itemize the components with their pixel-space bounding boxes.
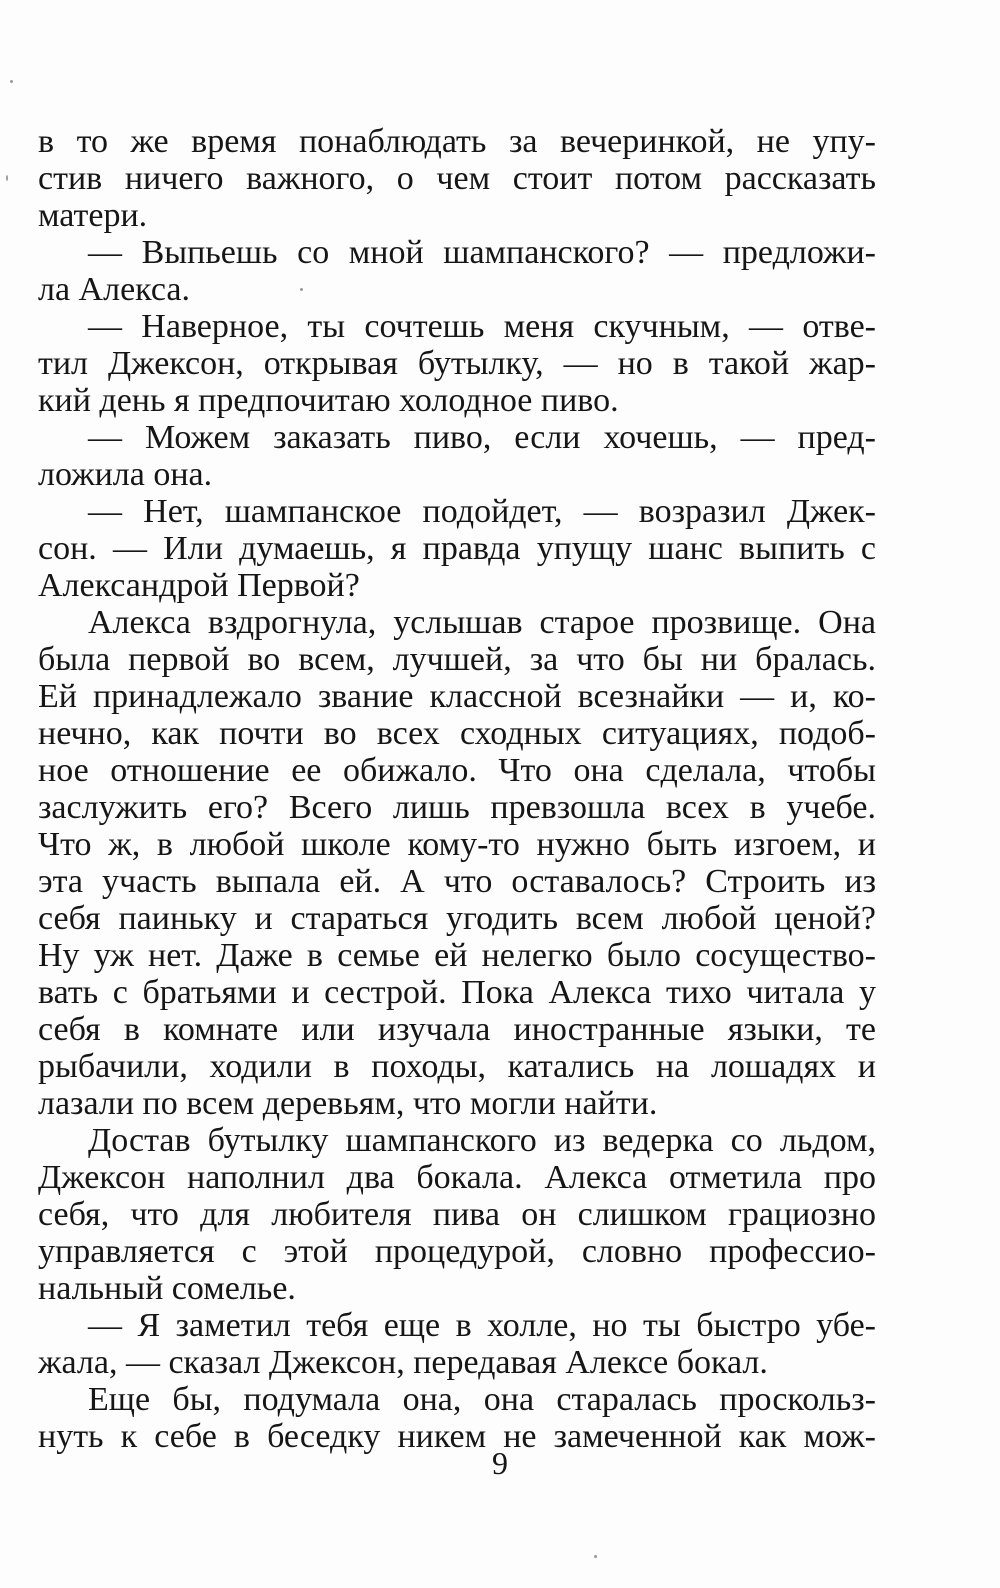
text-line: кий день я предпочитаю холодное пиво. (38, 382, 619, 419)
text-line: — Наверное, ты сочтешь меня скучным, — отве- (88, 308, 876, 345)
text-line: нуть к себе в беседку никем не замеченной как мож- (38, 1418, 876, 1455)
text-line: эта участь выпала ей. А что оставалось? Строить из (38, 863, 876, 900)
text-line: была первой во всем, лучшей, за что бы ни бралась. (38, 641, 876, 678)
text-line: управляется с этой процедурой, словно профессио- (38, 1233, 876, 1270)
text-line: себя в комнате или изучала иностранные языки, те (38, 1011, 876, 1048)
text-line: вать с братьями и сестрой. Пока Алекса тихо читала у (38, 974, 876, 1011)
text-line: — Я заметил тебя еще в холле, но ты быстро убе- (88, 1307, 876, 1344)
page-number: 9 (492, 1445, 508, 1481)
text-line: в то же время понаблюдать за вечеринкой, не упу- (38, 123, 876, 160)
text-line: ное отношение ее обижало. Что она сделала, чтобы (38, 752, 876, 789)
text-line: лазали по всем деревьям, что могли найти. (38, 1085, 658, 1122)
text-line: ложила она. (38, 456, 213, 493)
text-line: — Можем заказать пиво, если хочешь, — пред- (88, 419, 876, 456)
text-line: Алекса вздрогнула, услышав старое прозвище. Она (88, 604, 876, 641)
text-line: Джексон наполнил два бокала. Алекса отметила про (38, 1159, 876, 1196)
text-line: Александрой Первой? (38, 567, 360, 604)
scan-speck (6, 175, 8, 181)
text-line: Ей принадлежало звание классной всезнайки — и, ко- (38, 678, 876, 715)
text-line: рыбачили, ходили в походы, катались на лошадях и (38, 1048, 876, 1085)
text-line: нечно, как почти во всех сходных ситуациях, подоб- (38, 715, 876, 752)
text-line: Что ж, в любой школе кому-то нужно быть изгоем, и (38, 826, 876, 863)
text-line: жала, — сказал Джексон, передавая Алексе бокал. (38, 1344, 768, 1381)
text-line: себя, что для любителя пива он слишком грациозно (38, 1196, 876, 1233)
text-line: стив ничего важного, о чем стоит потом рассказать (38, 160, 876, 197)
text-line: нальный сомелье. (38, 1270, 296, 1307)
text-line: — Нет, шампанское подойдет, — возразил Джек- (88, 493, 876, 530)
text-line: себя паиньку и стараться угодить всем любой ценой? (38, 900, 876, 937)
text-line: Еще бы, подумала она, она старалась проскольз- (88, 1381, 876, 1418)
text-line: ла Алекса. (38, 271, 190, 308)
body-text (38, 123, 876, 1455)
text-line: Достав бутылку шампанского из ведерка со льдом, (88, 1122, 876, 1159)
text-line: тил Джексон, открывая бутылку, — но в такой жар- (38, 345, 876, 382)
text-line: Ну уж нет. Даже в семье ей нелегко было сосущество- (38, 937, 876, 974)
text-line: сон. — Или думаешь, я правда упущу шанс выпить с (38, 530, 876, 567)
scan-speck (594, 1555, 597, 1558)
scan-speck (10, 80, 13, 83)
text-line: заслужить его? Всего лишь превзошла всех в учебе. (38, 789, 876, 826)
text-line: матери. (38, 197, 148, 234)
text-line: — Выпьешь со мной шампанского? — предложи- (88, 234, 876, 271)
